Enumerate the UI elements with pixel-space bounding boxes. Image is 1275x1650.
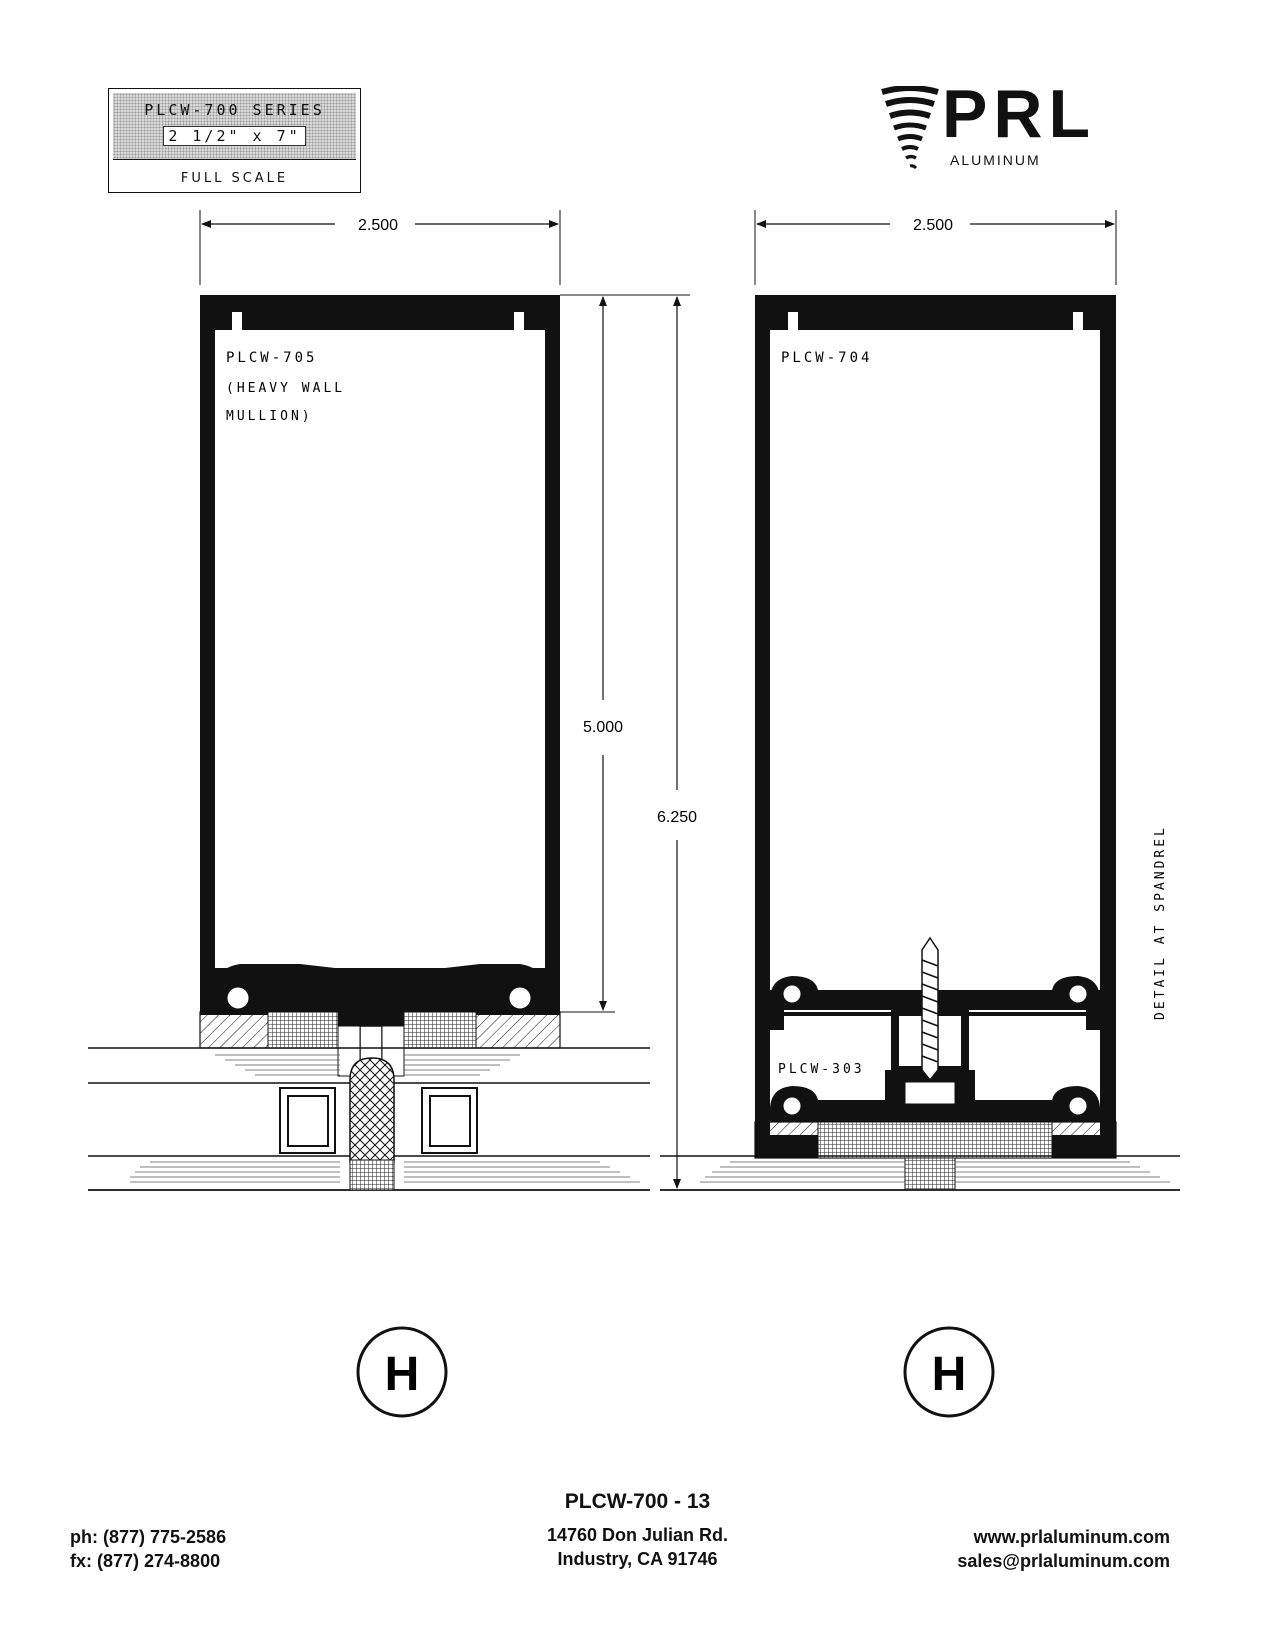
right-insert-label: PLCW-303 [778, 1062, 865, 1077]
left-overall-dim-text: 6.250 [656, 809, 698, 826]
email-link[interactable]: sales@prlaluminum.com [957, 1551, 1170, 1571]
right-side-note: DETAIL AT SPANDREL [1153, 825, 1168, 1020]
website-link[interactable]: www.prlaluminum.com [973, 1527, 1170, 1547]
left-note-1: (HEAVY WALL [226, 381, 346, 396]
left-width-dim-text: 2.500 [357, 217, 399, 234]
left-glazing [88, 1048, 650, 1190]
right-width-dim-text: 2.500 [912, 217, 954, 234]
right-part-label: PLCW-704 [781, 350, 873, 366]
left-section-marker-text: H [384, 1348, 420, 1401]
contact-web-block [957, 1525, 1170, 1573]
fax-number: fx: (877) 274-8800 [70, 1551, 221, 1571]
sheet-number: PLCW-700 - 13 [564, 1490, 711, 1513]
address-line-2: Industry, CA 91746 [557, 1549, 718, 1569]
scale-label: FULL SCALE [180, 171, 289, 186]
logo-subtitle: ALUMINUM [950, 152, 1041, 168]
screw-icon [922, 938, 938, 1080]
phone-number: ph: (877) 775-2586 [70, 1527, 227, 1547]
logo-text: PRL [942, 76, 1096, 152]
left-mullion-profile [200, 295, 560, 1015]
series-label: PLCW-700 SERIES [144, 101, 325, 119]
left-vertical-dims [560, 295, 690, 1188]
left-inner-dim-text: 5.000 [582, 719, 624, 736]
left-note-2: MULLION) [226, 409, 313, 424]
left-part-label: PLCW-705 [226, 350, 318, 366]
address-line-1: 14760 Don Julian Rd. [546, 1525, 729, 1545]
contact-phone-block [70, 1525, 226, 1573]
right-section-marker-text: H [931, 1348, 967, 1401]
size-text: 2 1/2" x 7" [163, 126, 305, 146]
